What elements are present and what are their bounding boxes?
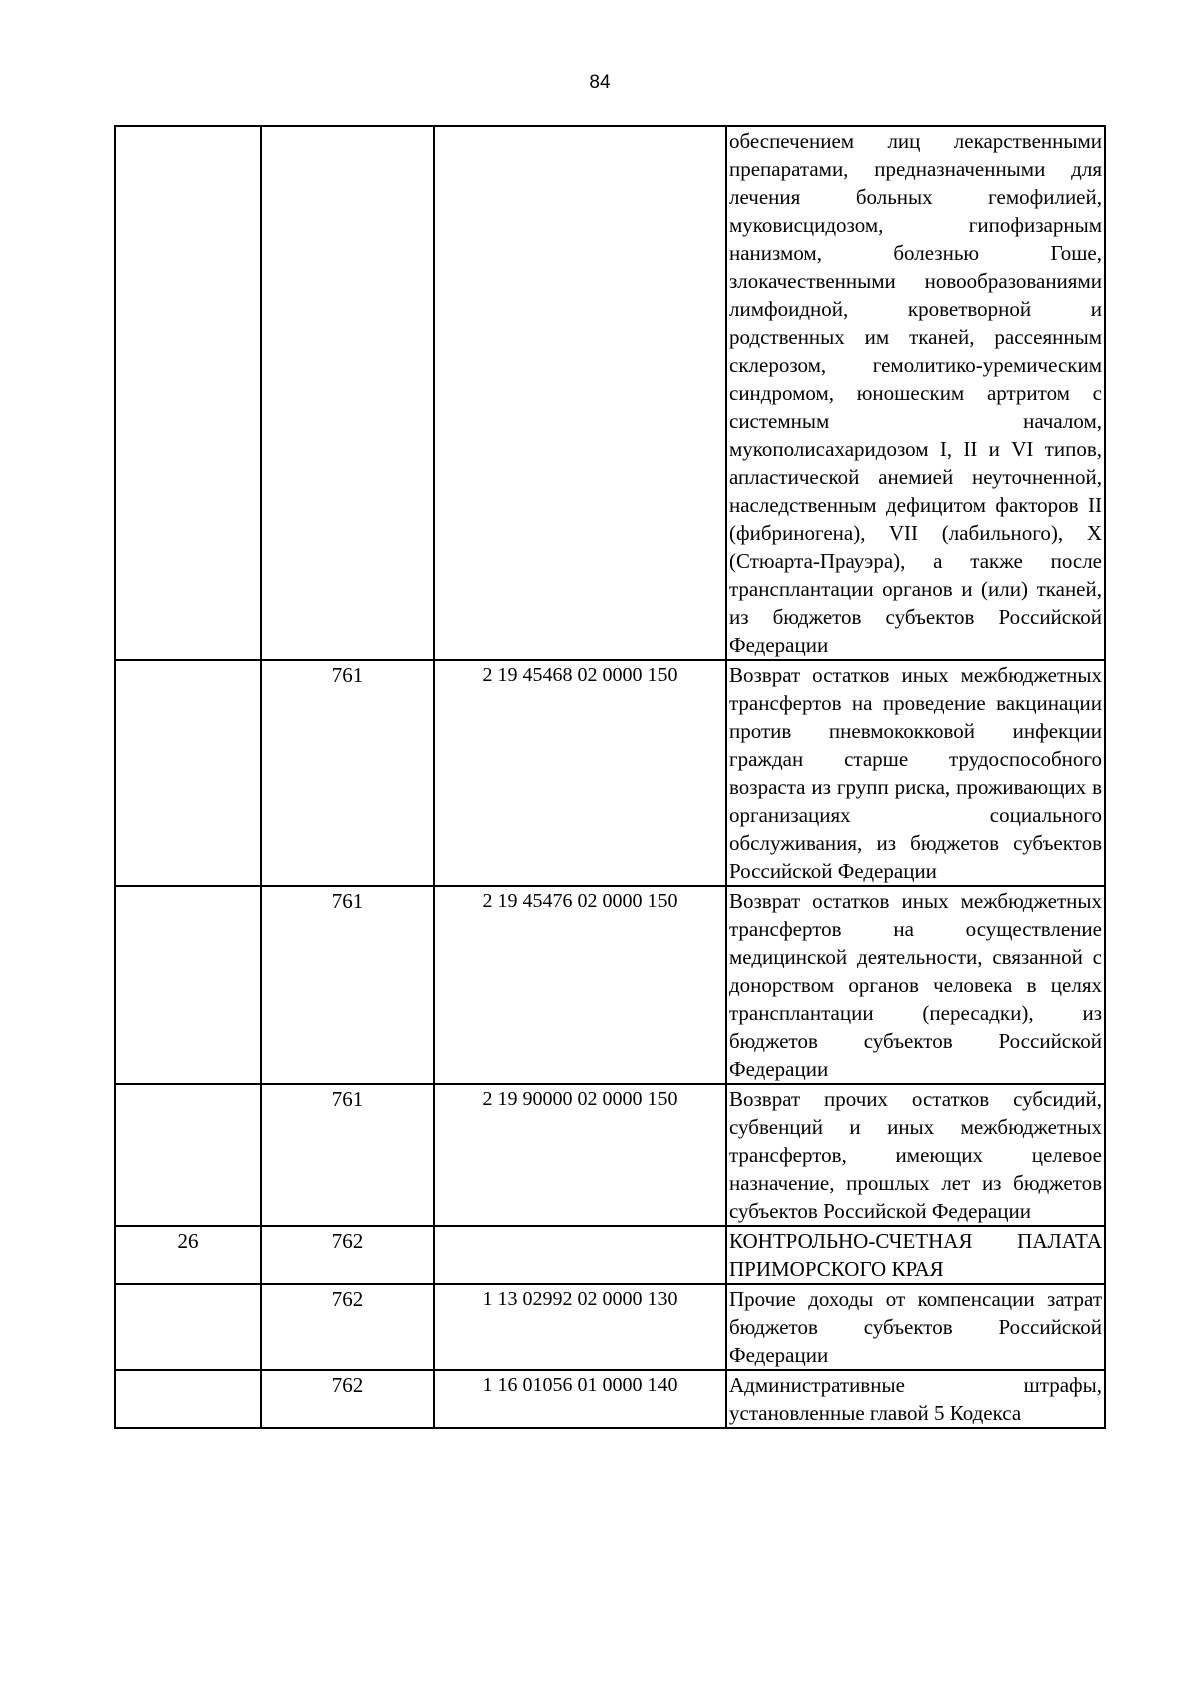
- revenue-name-cell: Административные штрафы, установленные главой 5 Кодекса: [726, 1370, 1105, 1428]
- table-row: [115, 660, 1105, 886]
- table-row: [115, 1084, 1105, 1226]
- administrator-code-cell: 761: [261, 886, 434, 1084]
- revenue-name-cell: Возврат остатков иных межбюджетных трансфертов на проведение вакцинации против пневмококковой инфекции граждан старше трудоспособного возраста из групп риска, проживающих в организациях социального обслуживания, из бюджетов субъектов Российской Федерации: [726, 660, 1105, 886]
- revenue-name-cell: КОНТРОЛЬНО-СЧЕТНАЯ ПАЛАТА ПРИМОРСКОГО КРАЯ: [726, 1226, 1105, 1284]
- administrator-code-cell: 761: [261, 1084, 434, 1226]
- table-row: [115, 886, 1105, 1084]
- administrator-code-cell: 761: [261, 660, 434, 886]
- table-row: [115, 1284, 1105, 1370]
- table-row: [115, 1370, 1105, 1428]
- row-number-cell: [115, 1084, 261, 1226]
- revenue-name-cell: Возврат остатков иных межбюджетных трансфертов на осуществление медицинской деятельности, связанной с донорством органов человека в целях трансплантации (пересадки), из бюджетов субъектов Российской Федерации: [726, 886, 1105, 1084]
- revenue-name-cell: обеспечением лиц лекарственными препаратами, предназначенными для лечения больных гемофилией, муковисцидозом, гипофизарным нанизмом, болезнью Гоше, злокачественными новообразованиями лимфоидной, кроветворной и родственных им тканей, рассеянным склерозом, гемолитико-уремическим синдромом, юношеским артритом с системным началом, мукополисахаридозом I, II и VI типов, апластической анемией неуточненной, наследственным дефицитом факторов II (фибриногена), VII (лабильного), X (Стюарта-Прауэра), а также после трансплантации органов и (или) тканей, из бюджетов субъектов Российской Федерации: [726, 126, 1105, 660]
- row-number-cell: [115, 1370, 261, 1428]
- page-number: 84: [589, 72, 611, 93]
- administrator-code-cell: 762: [261, 1284, 434, 1370]
- row-number-cell: 26: [115, 1226, 261, 1284]
- budget-code-cell: [434, 126, 726, 660]
- table-row: [115, 1226, 1105, 1284]
- budget-code-cell: 2 19 45476 02 0000 150: [434, 886, 726, 1084]
- budget-code-cell: 1 13 02992 02 0000 130: [434, 1284, 726, 1370]
- row-number-cell: [115, 1284, 261, 1370]
- administrator-code-cell: [261, 126, 434, 660]
- revenue-name-cell: Прочие доходы от компенсации затрат бюджетов субъектов Российской Федерации: [726, 1284, 1105, 1370]
- budget-code-cell: 1 16 01056 01 0000 140: [434, 1370, 726, 1428]
- budget-code-cell: 2 19 45468 02 0000 150: [434, 660, 726, 886]
- budget-classification-table: [114, 125, 1106, 1429]
- row-number-cell: [115, 660, 261, 886]
- administrator-code-cell: 762: [261, 1226, 434, 1284]
- table-row: [115, 126, 1105, 660]
- row-number-cell: [115, 886, 261, 1084]
- budget-code-cell: 2 19 90000 02 0000 150: [434, 1084, 726, 1226]
- administrator-code-cell: 762: [261, 1370, 434, 1428]
- revenue-name-cell: Возврат прочих остатков субсидий, субвенций и иных межбюджетных трансфертов, имеющих целевое назначение, прошлых лет из бюджетов субъектов Российской Федерации: [726, 1084, 1105, 1226]
- row-number-cell: [115, 126, 261, 660]
- budget-code-cell: [434, 1226, 726, 1284]
